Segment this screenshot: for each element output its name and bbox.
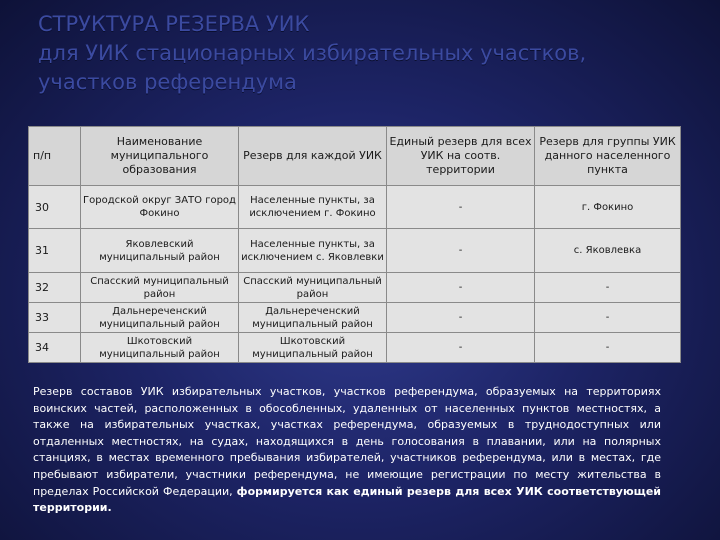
- row-num: 31: [29, 229, 81, 273]
- row-name: Шкотовский муниципальный район: [81, 333, 239, 363]
- table-row: [29, 303, 681, 333]
- row-group: г. Фокино: [535, 186, 681, 229]
- slide-title: [38, 10, 698, 97]
- row-group: -: [535, 333, 681, 363]
- row-num: 33: [29, 303, 81, 333]
- row-name: Спасский муниципальный район: [81, 273, 239, 303]
- row-name: Яковлевский муниципальный район: [81, 229, 239, 273]
- footer-note: [33, 384, 661, 517]
- header-group: Резерв для группы УИК данного населенного пункта: [535, 127, 681, 186]
- row-single: -: [387, 186, 535, 229]
- title-line-1: СТРУКТУРА РЕЗЕРВА УИК: [38, 12, 310, 36]
- table-row: [29, 273, 681, 303]
- header-num: п/п: [29, 127, 81, 186]
- row-each: Спасский муниципальный район: [239, 273, 387, 303]
- row-each: Населенные пункты, за исключением с. Яковлевки: [239, 229, 387, 273]
- row-single: -: [387, 229, 535, 273]
- title-line-3: участков референдума: [38, 70, 297, 94]
- row-group: -: [535, 273, 681, 303]
- table-row: [29, 186, 681, 229]
- row-each: Дальнереченский муниципальный район: [239, 303, 387, 333]
- header-single: Единый резерв для всех УИК на соотв. территории: [387, 127, 535, 186]
- row-num: 34: [29, 333, 81, 363]
- table-row: [29, 333, 681, 363]
- row-name: Дальнереченский муниципальный район: [81, 303, 239, 333]
- row-num: 30: [29, 186, 81, 229]
- table-header-row: [29, 127, 681, 186]
- reserve-table: [28, 126, 681, 363]
- row-each: Шкотовский муниципальный район: [239, 333, 387, 363]
- row-single: -: [387, 303, 535, 333]
- footer-bold: формируется как единый резерв для всех УИК соответствующей территории.: [33, 484, 662, 515]
- table-row: [29, 229, 681, 273]
- row-single: -: [387, 333, 535, 363]
- row-each: Населенные пункты, за исключением г. Фокино: [239, 186, 387, 229]
- row-num: 32: [29, 273, 81, 303]
- row-group: -: [535, 303, 681, 333]
- row-name: Городской округ ЗАТО город Фокино: [81, 186, 239, 229]
- header-each: Резерв для каждой УИК: [239, 127, 387, 186]
- row-group: с. Яковлевка: [535, 229, 681, 273]
- header-name: Наименование муниципального образования: [81, 127, 239, 186]
- title-line-2: для УИК стационарных избирательных участков,: [38, 41, 587, 65]
- row-single: -: [387, 273, 535, 303]
- footer-text: Резерв составов УИК избирательных участков, участков референдума, образуемых на территориях воинских частей, расположенных в обособленных, удаленных от населенных пунктов местностях, а также на избирательных участках, участках референдума, образуемых в труднодоступных или отдаленных местностях, на судах, находящихся в день голосования в плавании, или на полярных станциях, в местах временного пребывания избирателей, участников референдума, или в местах, где пребывают избиратели, участники референдума, не имеющие регистрации по месту жительства в пределах Российской Федерации,: [33, 385, 661, 498]
